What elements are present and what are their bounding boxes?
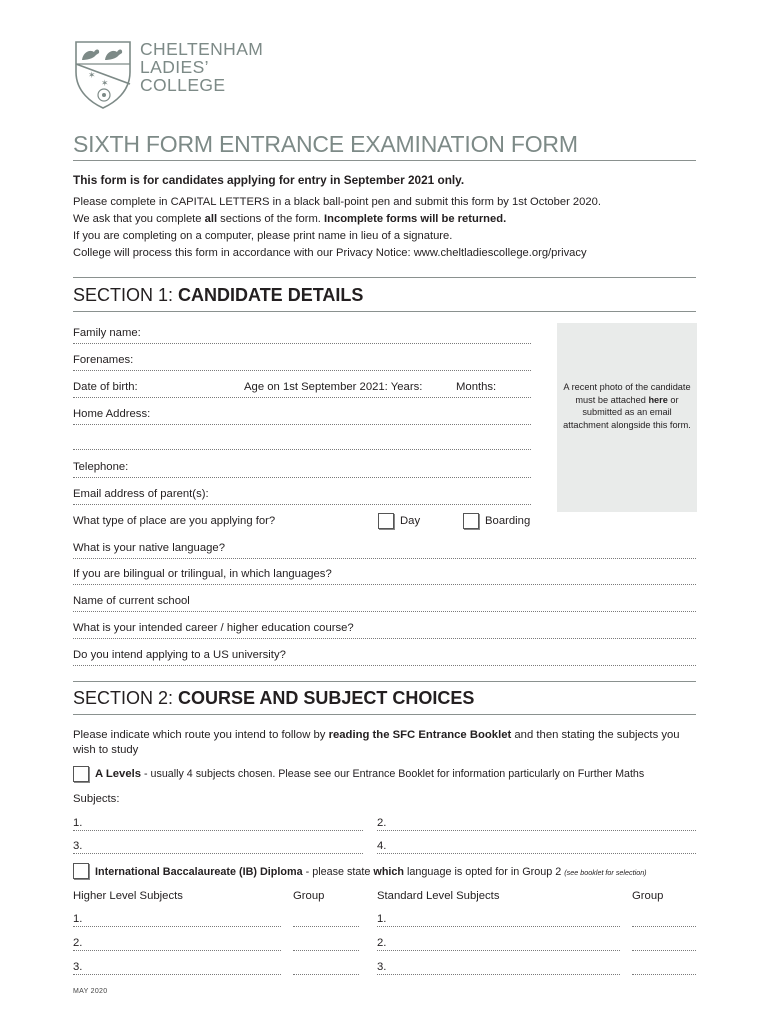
subject-number: 1. [73, 817, 83, 829]
higher-subject-3-field[interactable] [73, 974, 281, 975]
intro-line: College will process this form in accordance with our Privacy Notice: www.cheltladiescollege.org/privacy [73, 247, 587, 259]
subject-number: 4. [377, 840, 387, 852]
a-levels-label: A Levels - usually 4 subjects chosen. Please see our Entrance Booklet for information particularly on Further Maths [95, 768, 645, 780]
standard-group-3-field[interactable] [632, 974, 696, 975]
intro-line: If you are completing on a computer, please print name in lieu of a signature. [73, 230, 453, 242]
day-label: Day [400, 515, 421, 527]
subject-number: 2. [377, 817, 387, 829]
ib-label: International Baccalaureate (IB) Diploma - please state which language is opted for in Group 2 (see booklet for selection) [95, 866, 647, 878]
higher-level-header: Higher Level Subjects [73, 890, 183, 902]
college-crest-logo [74, 40, 132, 110]
standard-level-header: Standard Level Subjects [377, 890, 500, 902]
place-type-label: What type of place are you applying for? [73, 515, 276, 527]
intro-lead: This form is for candidates applying for entry in September 2021 only. [73, 173, 465, 187]
address-field[interactable] [73, 424, 531, 425]
subjects-label: Subjects: [73, 793, 120, 805]
svg-text:✶: ✶ [101, 79, 109, 89]
college-name: CHELTENHAM LADIES’ COLLEGE [140, 39, 264, 95]
subject-number: 3. [73, 840, 83, 852]
standard-subject-2-field[interactable] [377, 950, 620, 951]
standard-subject-1-field[interactable] [377, 926, 620, 927]
us-university-label: Do you intend applying to a US university? [73, 649, 286, 661]
forenames-field[interactable] [73, 370, 531, 371]
dob-field[interactable] [73, 397, 531, 398]
ib-checkbox[interactable] [73, 863, 89, 879]
divider [73, 714, 696, 715]
intro-line: Please complete in CAPITAL LETTERS in a black ball-point pen and submit this form by 1st October 2020. [73, 196, 601, 208]
form-title: SIXTH FORM ENTRANCE EXAMINATION FORM [73, 131, 578, 157]
email-label: Email address of parent(s): [73, 488, 209, 500]
divider [73, 160, 696, 161]
bilingual-field[interactable] [73, 584, 696, 585]
subject-number: 3. [73, 961, 83, 973]
higher-group-1-field[interactable] [293, 926, 359, 927]
email-field[interactable] [73, 504, 531, 505]
photo-box[interactable] [557, 323, 697, 512]
footer-date: MAY 2020 [73, 988, 108, 995]
photo-instructions: A recent photo of the candidate must be attached here or submitted as an email attachment alongside this form. [563, 382, 691, 430]
subject-number: 1. [377, 913, 387, 925]
intro-line: We ask that you complete all sections of the form. Incomplete forms will be returned. [73, 213, 507, 225]
boarding-checkbox[interactable] [463, 513, 479, 529]
subject-number: 2. [377, 937, 387, 949]
forenames-label: Forenames: [73, 354, 134, 366]
subject-number: 1. [73, 913, 83, 925]
current-school-label: Name of current school [73, 595, 190, 607]
higher-group-2-field[interactable] [293, 950, 359, 951]
us-university-field[interactable] [73, 665, 696, 666]
standard-group-1-field[interactable] [632, 926, 696, 927]
divider [73, 681, 696, 682]
current-school-field[interactable] [73, 611, 696, 612]
career-label: What is your intended career / higher education course? [73, 622, 354, 634]
a-level-subject-2-field[interactable] [377, 830, 696, 831]
telephone-label: Telephone: [73, 461, 129, 473]
higher-subject-1-field[interactable] [73, 926, 281, 927]
section2-heading: SECTION 2: COURSE AND SUBJECT CHOICES [73, 688, 475, 708]
divider [73, 311, 696, 312]
section2-instructions: Please indicate which route you intend to follow by reading the SFC Entrance Booklet and then stating the subjects you wish to study [73, 729, 680, 756]
native-language-label: What is your native language? [73, 542, 225, 554]
address-label: Home Address: [73, 408, 151, 420]
native-language-field[interactable] [73, 558, 696, 559]
a-level-subject-4-field[interactable] [377, 853, 696, 854]
a-levels-checkbox[interactable] [73, 766, 89, 782]
day-checkbox[interactable] [378, 513, 394, 529]
group-header: Group [293, 890, 325, 902]
a-level-subject-1-field[interactable] [73, 830, 363, 831]
higher-group-3-field[interactable] [293, 974, 359, 975]
divider [73, 277, 696, 278]
subject-number: 2. [73, 937, 83, 949]
telephone-field[interactable] [73, 477, 531, 478]
higher-subject-2-field[interactable] [73, 950, 281, 951]
a-level-subject-3-field[interactable] [73, 853, 363, 854]
standard-group-2-field[interactable] [632, 950, 696, 951]
family-name-label: Family name: [73, 327, 141, 339]
standard-subject-3-field[interactable] [377, 974, 620, 975]
dob-label: Date of birth: [73, 381, 138, 393]
group-header: Group [632, 890, 664, 902]
section1-heading: SECTION 1: CANDIDATE DETAILS [73, 285, 364, 305]
family-name-field[interactable] [73, 343, 531, 344]
svg-text:✶: ✶ [88, 71, 96, 81]
address-field-line2[interactable] [73, 449, 531, 450]
age-label: Age on 1st September 2021: Years: [244, 381, 423, 393]
boarding-label: Boarding [485, 515, 531, 527]
bilingual-label: If you are bilingual or trilingual, in which languages? [73, 568, 332, 580]
subject-number: 3. [377, 961, 387, 973]
career-field[interactable] [73, 638, 696, 639]
months-label: Months: [456, 381, 497, 393]
